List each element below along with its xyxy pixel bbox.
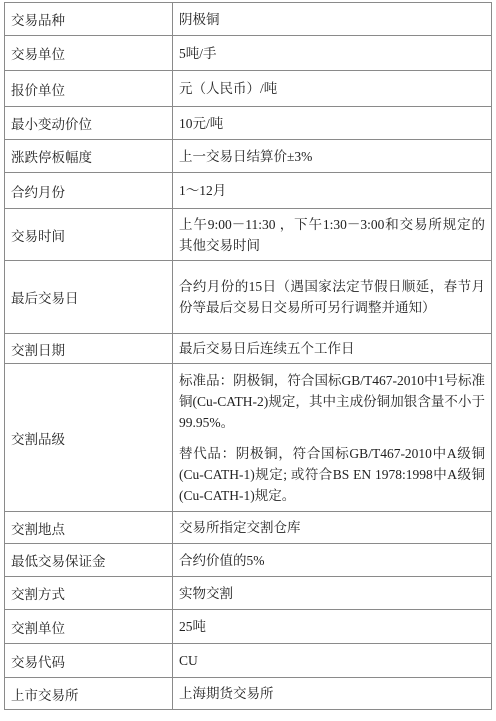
row-label: 交割单位 [5,610,173,644]
row-value-text: 上午9:00－11:30 ，下午1:30－3:00和交易所规定的其他交易时间 [179,216,485,253]
row-value-text: 合约价值的5% [179,552,265,568]
row-value [173,173,492,209]
row-value [173,577,492,610]
table-row [5,610,492,644]
table-row [5,173,492,209]
row-value-text: 合约月份的15日（遇国家法定节假日顺延，春节月份等最后交易日交易所可另行调整并通知） [179,279,485,315]
table-row [5,512,492,544]
table-row [5,140,492,173]
row-value [173,334,492,364]
row-value [173,107,492,140]
row-label: 交易时间 [5,209,173,261]
row-label: 报价单位 [5,71,173,107]
row-value [173,140,492,173]
contract-spec-body [5,3,492,710]
row-value [173,71,492,107]
table-row [5,3,492,36]
row-label: 最后交易日 [5,261,173,334]
row-value-text: 1～12月 [179,183,227,198]
row-value-text: 实物交割 [179,585,233,601]
row-value [173,209,492,261]
row-value [173,261,492,334]
row-value-text: 元（人民币）/吨 [179,81,278,96]
row-value [173,512,492,544]
table-row [5,334,492,364]
table-row [5,678,492,710]
row-value-text: 上海期货交易所 [179,686,274,701]
contract-spec-table [4,2,492,710]
table-row [5,577,492,610]
row-label: 交易品种 [5,3,173,36]
row-value [173,544,492,577]
row-value [173,364,492,512]
row-value [173,678,492,710]
row-value-text: 上一交易日结算价±3% [179,148,313,164]
table-row [5,107,492,140]
table-row [5,544,492,577]
row-value-text: 标准品：阴极铜，符合国标GB/T467-2010中1号标准铜(Cu-CATH-2)规定，其中主成份铜加银含量不小于99.95%。 [179,372,485,430]
row-value-text: CU [179,653,198,668]
row-label: 交割地点 [5,512,173,544]
row-value-text: 替代品：阴极铜，符合国标GB/T467-2010中A级铜(Cu-CATH-1)规定; 或符合BS EN 1978:1998中A级铜(Cu-CATH-1)规定。 [179,445,485,503]
row-label: 涨跌停板幅度 [5,140,173,173]
row-label: 最低交易保证金 [5,544,173,577]
row-value-text: 25吨 [179,619,206,634]
row-value-text: 阴极铜 [179,11,220,27]
table-row [5,364,492,512]
row-label: 合约月份 [5,173,173,209]
row-value-text: 10元/吨 [179,115,224,131]
table-row [5,209,492,261]
row-label: 交割品级 [5,364,173,512]
row-label: 交易代码 [5,644,173,678]
row-value [173,644,492,678]
table-row [5,71,492,107]
row-value-text: 交易所指定交割仓库 [179,520,301,535]
row-value-text: 最后交易日后连续五个工作日 [179,341,355,356]
row-value [173,36,492,71]
row-value-text: 5吨/手 [179,45,217,61]
row-label: 交易单位 [5,36,173,71]
table-row [5,261,492,334]
row-label: 最小变动价位 [5,107,173,140]
row-label: 交割方式 [5,577,173,610]
table-row [5,644,492,678]
row-label: 交割日期 [5,334,173,364]
row-value [173,610,492,644]
row-label: 上市交易所 [5,678,173,710]
row-value [173,3,492,36]
table-row [5,36,492,71]
